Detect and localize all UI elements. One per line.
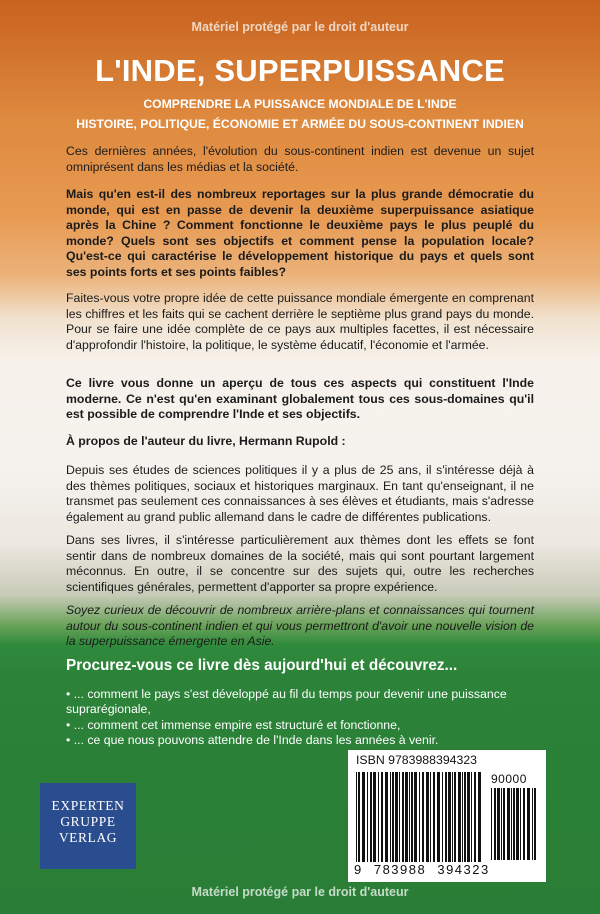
questions-paragraph: Mais qu'en est-il des nombreux reportages sur la plus grande démocratie du monde, qui est en passe de devenir la deuxième superpuissance asiatique après la Chine ? Comment fonctionne le deuxième pays le plus peuplé du monde? Quels sont ses objectifs et comment pense la population locale? Qu'est-ce qui caractérise le développement historique du pays et quels sont ses points forts et ses points faibles? — [66, 187, 534, 279]
copyright-watermark-bottom: Matériel protégé par le droit d'auteur — [191, 885, 409, 899]
book-subtitle-line1: COMPRENDRE LA PUISSANCE MONDIALE DE L'INDE — [143, 97, 457, 111]
intro-paragraph: Ces dernières années, l'évolution du sous-continent indien est devenue un sujet omniprésent dans les médias et la société. — [66, 144, 534, 174]
barcode-digits: 9 783988 394323 — [354, 862, 490, 877]
benefit-item: • ... comment cet immense empire est structuré et fonctionne, — [66, 717, 401, 732]
publisher-logo — [40, 783, 136, 869]
overview-paragraph: Ce livre vous donne un aperçu de tous ces aspects qui constituent l'Inde moderne. Ce n'est qu'en examinant globalement tous ces sous-domaines qu'il est possible de comprendre l'Inde et ses objectifs. — [66, 376, 534, 422]
copyright-watermark-top: Matériel protégé par le droit d'auteur — [191, 20, 409, 34]
isbn-barcode — [348, 750, 546, 882]
publisher-name-line2: GRUPPE — [60, 814, 116, 829]
book-title: L'INDE, SUPERPUISSANCE — [95, 53, 505, 88]
barcode-bars-main — [356, 772, 484, 862]
barcode-bars-addon — [491, 788, 539, 860]
author-heading: À propos de l'auteur du livre, Hermann Rupold : — [66, 434, 346, 448]
books-paragraph: Dans ses livres, il s'intéresse particulièrement aux thèmes dont les effets se font sentir dans de nombreux domaines de la société, mais qui sont pourtant largement méconnus. En outre, il se concentre sur des sujets qui, outre les recherches scientifiques générales, permettent d'apporter sa propre expérience. — [66, 533, 534, 594]
call-to-action-heading: Procurez-vous ce livre dès aujourd'hui et découvrez... — [66, 657, 458, 674]
book-subtitle-line2: HISTOIRE, POLITIQUE, ÉCONOMIE ET ARMÉE DU SOUS-CONTINENT INDIEN — [76, 117, 524, 131]
benefits-list — [66, 687, 536, 749]
publisher-name-line1: EXPERTEN — [51, 798, 125, 813]
barcode-price-code: 90000 — [491, 772, 527, 786]
opinion-paragraph: Faites-vous votre propre idée de cette puissance mondiale émergente en comprenant les chiffres et les faits qui se cachent derrière le septième plus grand pays du monde. Pour se faire une idée complète de ce pays aux multiples facettes, il est nécessaire d'approfondir l'histoire, la politique, le système éducatif, l'économie et l'armée. — [66, 291, 534, 352]
benefit-item: • ... comment le pays s'est développé au fil du temps pour devenir une puissance suprarégionale, — [66, 687, 507, 717]
isbn-label: ISBN 9783988394323 — [356, 753, 478, 767]
curious-paragraph: Soyez curieux de découvrir de nombreux arrière-plans et connaissances qui tournent autour du sous-continent indien et qui vous permettront d'avoir une nouvelle vision de la superpuissance émergente en Asie. — [66, 603, 534, 649]
benefit-item: • ... ce que nous pouvons attendre de l'Inde dans les années à venir. — [66, 733, 439, 748]
author-bio-paragraph: Depuis ses études de sciences politiques il y a plus de 25 ans, il s'intéresse déjà à des thèmes politiques, sociaux et historiques marginaux. En tant qu'enseignant, il ne transmet pas seulement ces connaissances à ses élèves et étudiants, mais s'adresse également au grand public allemand dans le cadre de différentes publications. — [66, 463, 534, 524]
publisher-name-line3: VERLAG — [58, 830, 118, 845]
